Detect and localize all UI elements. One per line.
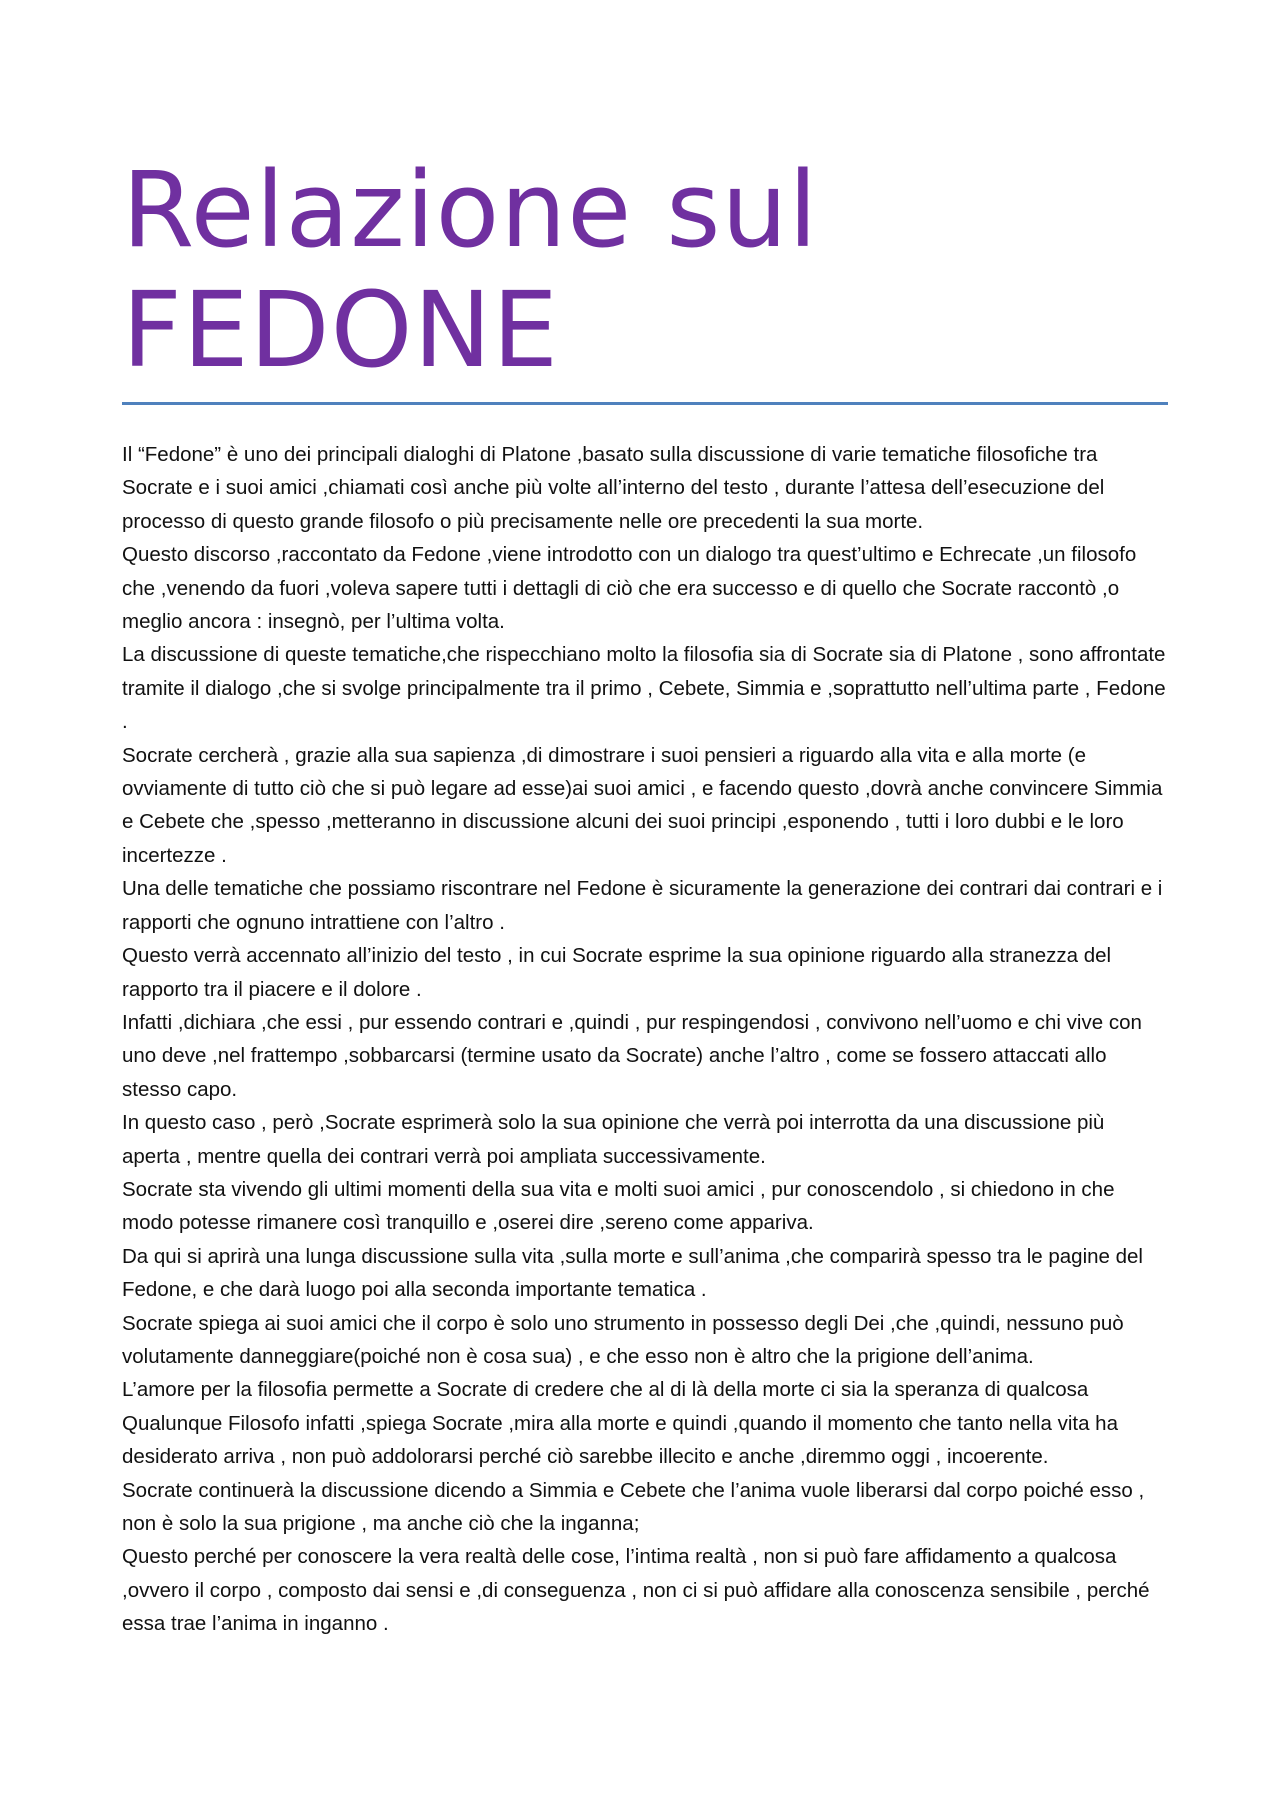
paragraph: L’amore per la filosofia permette a Socrate di credere che al di là della morte ci sia la speranza di qualcosa xyxy=(122,1378,1089,1402)
paragraph: Socrate sta vivendo gli ultimi momenti della sua vita e molti suoi amici , pur conoscendolo , si chiedono in che modo potesse rimanere così tranquillo e ,oserei dire ,sereno come appariva. xyxy=(122,1177,1115,1235)
document-title xyxy=(122,150,1168,390)
paragraph: Socrate cercherà , grazie alla sua sapienza ,di dimostrare i suoi pensieri a riguardo alla vita e alla morte (e ovviamente di tutto ciò che si può legare ad esse)ai suoi amici , e facendo questo ,dovrà anche convincere Simmia e Cebete che ,spesso ,metteranno in discussione alcuni dei suoi principi ,esponendo , tutti i loro dubbi e le loro incertezze . xyxy=(122,743,1163,867)
paragraph: Il “Fedone” è uno dei principali dialoghi di Platone ,basato sulla discussione di varie tematiche filosofiche tra Socrate e i suoi amici ,chiamati così anche più volte all’interno del testo , durante l’attesa dell’esecuzione del processo di questo grande filosofo o più precisamente nelle ore precedenti la sua morte. xyxy=(122,443,1105,533)
paragraph: Questo perché per conoscere la vera realtà delle cose, l’intima realtà , non si può fare affidamento a qualcosa ,ovvero il corpo , composto dai sensi e ,di conseguenza , non ci si può affidare alla conoscenza sensibile , perché essa trae l’anima in inganno . xyxy=(122,1545,1150,1636)
paragraph: Da qui si aprirà una lunga discussione sulla vita ,sulla morte e sull’anima ,che comparirà spesso tra le pagine del Fedone, e che darà luogo poi alla seconda importante tematica . xyxy=(122,1244,1143,1302)
title-line-2: FEDONE xyxy=(122,269,559,391)
paragraph: Infatti ,dichiara ,che essi , pur essendo contrari e ,quindi , pur respingendosi , convivono nell’uomo e chi vive con uno deve ,nel frattempo ,sobbarcarsi (termine usato da Socrate) anche l’altro , come se fossero attaccati allo stesso capo. xyxy=(122,1010,1142,1101)
paragraph: Questo verrà accennato all’inizio del testo , in cui Socrate esprime la sua opinione riguardo alla stranezza del rapporto tra il piacere e il dolore . xyxy=(122,944,1112,1001)
title-divider xyxy=(122,402,1168,405)
document-page xyxy=(122,150,1168,1641)
paragraph: Questo discorso ,raccontato da Fedone ,viene introdotto con un dialogo tra quest’ultimo e Echrecate ,un filosofo che ,venendo da fuori ,voleva sapere tutti i dettagli di ciò che era successo e di quello che Socrate raccontò ,o meglio ancora : insegnò, per l’ultima volta. xyxy=(122,543,1137,634)
paragraph: La discussione di queste tematiche,che rispecchiano molto la filosofia sia di Socrate sia di Platone , sono affrontate tramite il dialogo ,che si svolge principalmente tra il primo , Cebete, Simmia e ,soprattutto nell’ultima parte , Fedone . xyxy=(122,643,1166,734)
paragraph: In questo caso , però ,Socrate esprimerà solo la sua opinione che verrà poi interrotta da una discussione più aperta , mentre quella dei contrari verrà poi ampliata successivamente. xyxy=(122,1111,1105,1168)
paragraph: Socrate continuerà la discussione dicendo a Simmia e Cebete che l’anima vuole liberarsi dal corpo poiché esso , non è solo la sua prigione , ma anche ciò che la inganna; xyxy=(122,1478,1145,1535)
title-line-1: Relazione sul xyxy=(122,149,819,271)
paragraph: Qualunque Filosofo infatti ,spiega Socrate ,mira alla morte e quindi ,quando il momento che tanto nella vita ha desiderato arriva , non può addolorarsi perché ciò sarebbe illecito e anche ,diremmo oggi , incoerente. xyxy=(122,1411,1118,1469)
document-body xyxy=(122,438,1168,1641)
paragraph: Socrate spiega ai suoi amici che il corpo è solo uno strumento in possesso degli Dei ,che ,quindi, nessuno può volutamente danneggiare(poiché non è cosa sua) , e che esso non è altro che la prigione dell’anima. xyxy=(122,1311,1124,1368)
paragraph: Una delle tematiche che possiamo riscontrare nel Fedone è sicuramente la generazione dei contrari dai contrari e i rapporti che ognuno intrattiene con l’altro . xyxy=(122,877,1163,934)
